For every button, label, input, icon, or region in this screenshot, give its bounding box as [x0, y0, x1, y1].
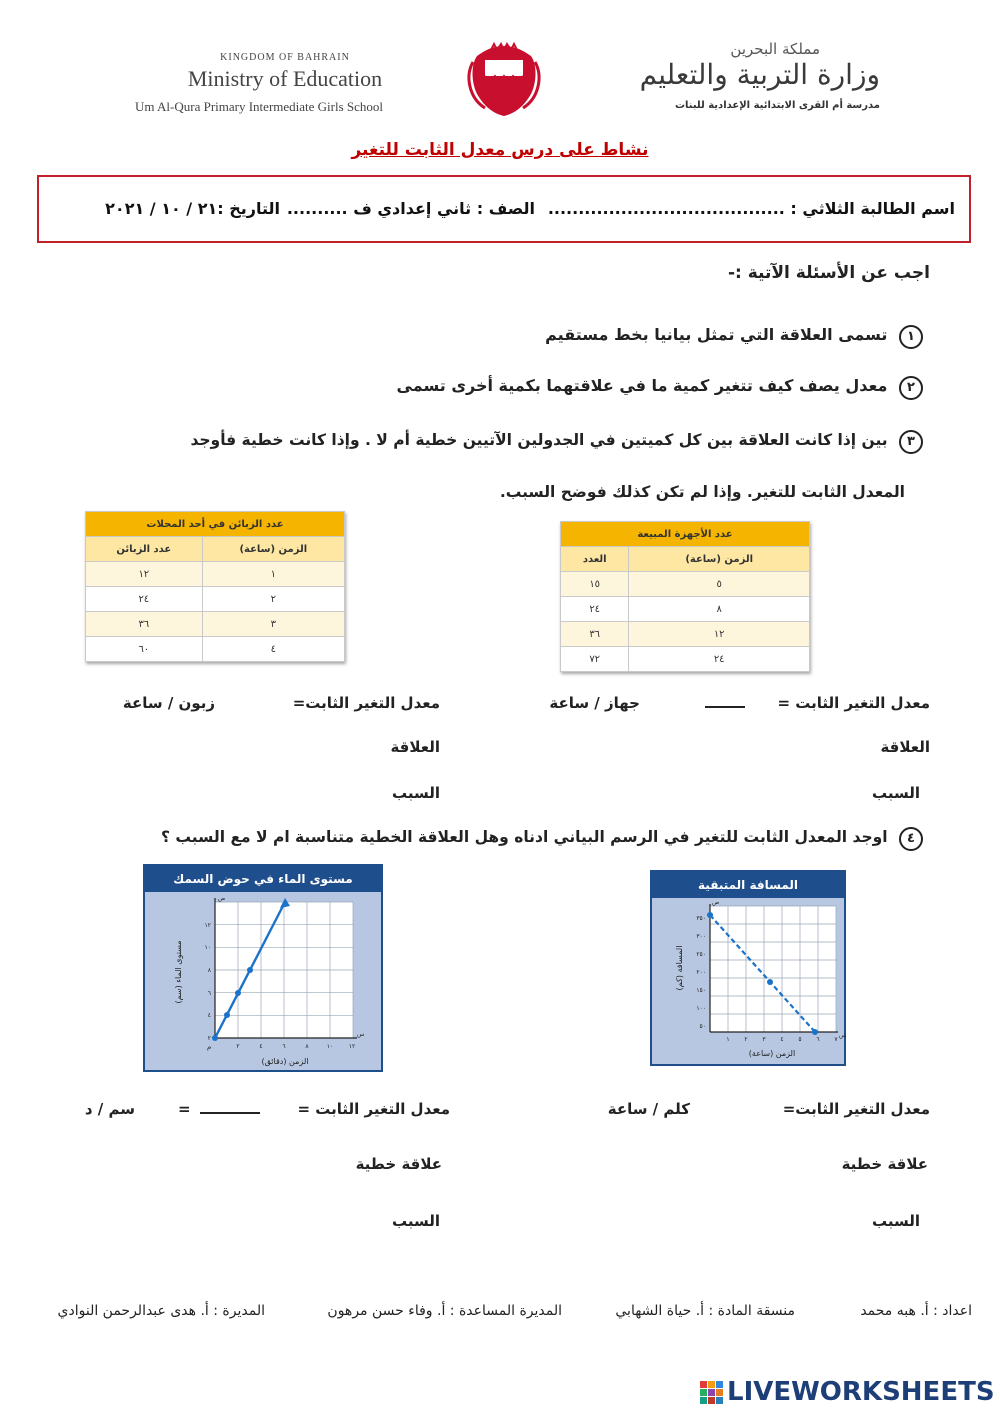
liveworksheets-icon — [700, 1381, 724, 1407]
header-kingdom-ar: مملكة البحرين — [730, 40, 820, 58]
rate-unit-devices: جهاز / ساعة — [549, 694, 640, 712]
question-4-text: اوجد المعدل الثابت للتغير في الرسم البياني ادناه وهل العلاقة الخطية متناسبة ام لا مع السبب ؟ — [161, 828, 888, 846]
header-kingdom: KINGDOM OF BAHRAIN — [220, 52, 350, 63]
relation-label-customers: العلاقة — [390, 738, 440, 756]
footer-coordinator: منسقة المادة : أ. حياة الشهابي — [615, 1303, 795, 1319]
page-title: نشاط على درس معدل الثابت للتغير — [351, 140, 649, 160]
table-customers — [85, 511, 345, 662]
logo-tile — [700, 1397, 707, 1404]
linear-label-right: علاقة خطية — [841, 1155, 928, 1173]
x-tick: ١٢ — [348, 1043, 356, 1050]
table-cell: ٣٦ — [86, 612, 203, 637]
liveworksheets-logo[interactable] — [700, 1377, 995, 1411]
graph-distance-panel — [650, 870, 846, 1066]
graph-fish-point — [247, 967, 253, 973]
rate-label-customers: معدل التغير الثابت= — [292, 694, 440, 712]
graph-fish-chart — [145, 892, 381, 1070]
graph-fish-point — [224, 1012, 230, 1018]
x-tick: ٢ — [236, 1043, 240, 1050]
table-cell: ٢٤ — [561, 597, 629, 622]
rate-label-devices: معدل التغير الثابت = — [777, 694, 930, 712]
rate-answer-blank-devices[interactable] — [705, 706, 745, 708]
header-school-ar: مدرسة أم القرى الابتدائية الإعدادية للبنات — [674, 100, 880, 111]
y-tick: ٨ — [207, 967, 211, 974]
reason-label-devices: السبب — [871, 784, 920, 802]
y-tick: ٥٠ — [699, 1023, 706, 1030]
logo-tile — [716, 1381, 723, 1388]
question-3 — [60, 430, 923, 454]
graph-rate-unit-distance: كلم / ساعة — [607, 1100, 690, 1118]
linear-label-left: علاقة خطية — [355, 1155, 442, 1173]
logo-tile — [700, 1381, 707, 1388]
graph-fish-origin: م — [207, 1043, 212, 1051]
bahrain-emblem — [463, 42, 545, 118]
table-cell: ١٢ — [629, 622, 810, 647]
y-tick: ٣٠٠ — [696, 933, 706, 940]
question-3-line-2: المعدل الثابت للتغير. وإذا لم تكن كذلك فوضح السبب. — [499, 483, 905, 501]
y-tick: ١٠٠ — [696, 1005, 706, 1012]
class-field[interactable]: الصف : ثاني إعدادي ف .......... — [286, 199, 535, 218]
x-tick: ٦ — [282, 1043, 286, 1050]
graph-distance-point — [812, 1029, 818, 1035]
date-field: التاريخ :٢١ / ١٠ / ٢٠٢١ — [105, 199, 280, 218]
x-tick: ٤ — [780, 1036, 784, 1043]
header-ministry: Ministry of Education — [187, 66, 383, 91]
footer-principal: المديرة : أ. هدى عبدالرحمن النوادي — [57, 1303, 265, 1319]
x-tick: ٧ — [834, 1036, 838, 1043]
header-school-en: Um Al-Qura Primary Intermediate Girls School — [135, 99, 384, 114]
x-tick: ٣ — [762, 1036, 766, 1043]
y-tick: ٢٠٠ — [696, 969, 706, 976]
question-2-number: ٢ — [899, 376, 923, 400]
y-tick: ٢٥٠ — [696, 951, 706, 958]
table-cell: ٤ — [202, 637, 344, 662]
graph-distance-plot-bg — [710, 906, 836, 1032]
graph-fish-point — [235, 990, 241, 996]
relation-label-devices: العلاقة — [880, 738, 930, 756]
x-tick: ٨ — [305, 1043, 309, 1050]
graph-distance-axis-y: ص — [712, 899, 720, 906]
table-devices-col-count: العدد — [561, 547, 629, 572]
graph-equals-fish: = — [178, 1100, 191, 1118]
footer-assistant: المديرة المساعدة : أ. وفاء حسن مرهون — [327, 1303, 562, 1319]
x-tick: ٢ — [744, 1036, 748, 1043]
table-cell: ٥ — [629, 572, 810, 597]
table-devices-title: عدد الأجهزة المبيعة — [561, 522, 810, 547]
table-cell: ٧٢ — [561, 647, 629, 672]
y-tick: ١٥٠ — [696, 987, 706, 994]
table-cell: ١٢ — [86, 562, 203, 587]
table-cell: ٣ — [202, 612, 344, 637]
y-tick: ١٠ — [204, 944, 211, 951]
y-tick: ١٢ — [204, 922, 211, 929]
logo-tile — [716, 1397, 723, 1404]
question-4 — [140, 827, 923, 851]
y-tick: ٣٥٠ — [696, 915, 706, 922]
table-customers-col-count: عدد الزبائن — [86, 537, 203, 562]
footer-prepared: اعداد : أ. هبه محمد — [860, 1303, 972, 1319]
graph-distance-title: المسافة المتبقية — [652, 872, 844, 898]
y-tick: ٢ — [207, 1035, 211, 1042]
reason-label-graph-right: السبب — [871, 1212, 920, 1230]
table-cell: ٢ — [202, 587, 344, 612]
question-1 — [420, 325, 923, 349]
x-tick: ٤ — [259, 1043, 263, 1050]
graph-distance-chart — [652, 898, 847, 1064]
graph-fish-point — [212, 1035, 218, 1041]
reason-label-graph-left: السبب — [391, 1212, 440, 1230]
table-cell: ٢٤ — [86, 587, 203, 612]
x-tick: ٦ — [816, 1036, 820, 1043]
graph-distance-point — [707, 912, 713, 918]
y-tick: ٦ — [207, 990, 211, 997]
graph-rate-label-right: معدل التغير الثابت= — [782, 1100, 930, 1118]
reason-label-customers: السبب — [391, 784, 440, 802]
header-ministry-ar: وزارة التربية والتعليم — [639, 58, 880, 91]
question-4-number: ٤ — [899, 827, 923, 851]
graph-fish-axis-x: س — [357, 1031, 365, 1038]
graph-rate-label-left: معدل التغير الثابت = — [297, 1100, 450, 1118]
graph-distance-point — [767, 979, 773, 985]
liveworksheets-text: LIVEWORKSHEETS — [727, 1377, 995, 1407]
graph-distance-axis-x: س — [839, 1032, 847, 1039]
table-cell: ٨ — [629, 597, 810, 622]
table-devices-col-time: الزمن (ساعة) — [629, 547, 810, 572]
y-tick: ٤ — [207, 1012, 211, 1019]
instructions: اجب عن الأسئلة الآتية :- — [727, 263, 930, 283]
table-cell: ٦٠ — [86, 637, 203, 662]
question-2 — [300, 376, 923, 400]
logo-tile — [700, 1389, 707, 1396]
graph-fish-panel — [143, 864, 383, 1072]
table-customers-title: عدد الزبائن في أحد المحلات — [86, 512, 345, 537]
graph-distance-ylabel: المسافة (كم) — [675, 945, 684, 991]
rate-answer-blank-fish[interactable] — [200, 1112, 260, 1114]
question-1-text: تسمى العلاقة التي تمثل بيانيا بخط مستقيم — [545, 325, 888, 344]
logo-tile — [708, 1381, 715, 1388]
question-3-text: بين إذا كانت العلاقة بين كل كميتين في الجدولين الآتيين خطية أم لا . وإذا كانت خطية فأوجد — [190, 431, 888, 449]
table-devices-sold — [560, 521, 810, 672]
logo-tile — [708, 1389, 715, 1396]
table-cell: ٣٦ — [561, 622, 629, 647]
table-cell: ١ — [202, 562, 344, 587]
logo-tile — [708, 1397, 715, 1404]
rate-unit-customers: زبون / ساعة — [122, 694, 215, 712]
table-cell: ١٥ — [561, 572, 629, 597]
graph-fish-axis-y: ص — [218, 895, 226, 902]
x-tick: ١٠ — [326, 1043, 334, 1050]
graph-rate-unit-fish: سم / د — [84, 1100, 135, 1118]
graph-fish-ylabel: مستوى الماء (سم) — [174, 940, 183, 1004]
x-tick: ١ — [726, 1036, 730, 1043]
table-cell: ٢٤ — [629, 647, 810, 672]
student-name-field[interactable]: اسم الطالبة الثلاثي : ....................................... — [547, 199, 955, 218]
question-1-number: ١ — [899, 325, 923, 349]
x-tick: ٥ — [798, 1036, 802, 1043]
table-customers-col-time: الزمن (ساعة) — [202, 537, 344, 562]
logo-tile — [716, 1389, 723, 1396]
graph-distance-xlabel: الزمن (ساعة) — [748, 1049, 796, 1058]
graph-fish-title: مستوى الماء في حوض السمك — [145, 866, 381, 892]
graph-fish-xlabel: الزمن (دقائق) — [261, 1057, 309, 1066]
question-3-number: ٣ — [899, 430, 923, 454]
question-2-text: معدل يصف كيف تتغير كمية ما في علاقتهما بكمية أخرى تسمى — [396, 376, 888, 395]
